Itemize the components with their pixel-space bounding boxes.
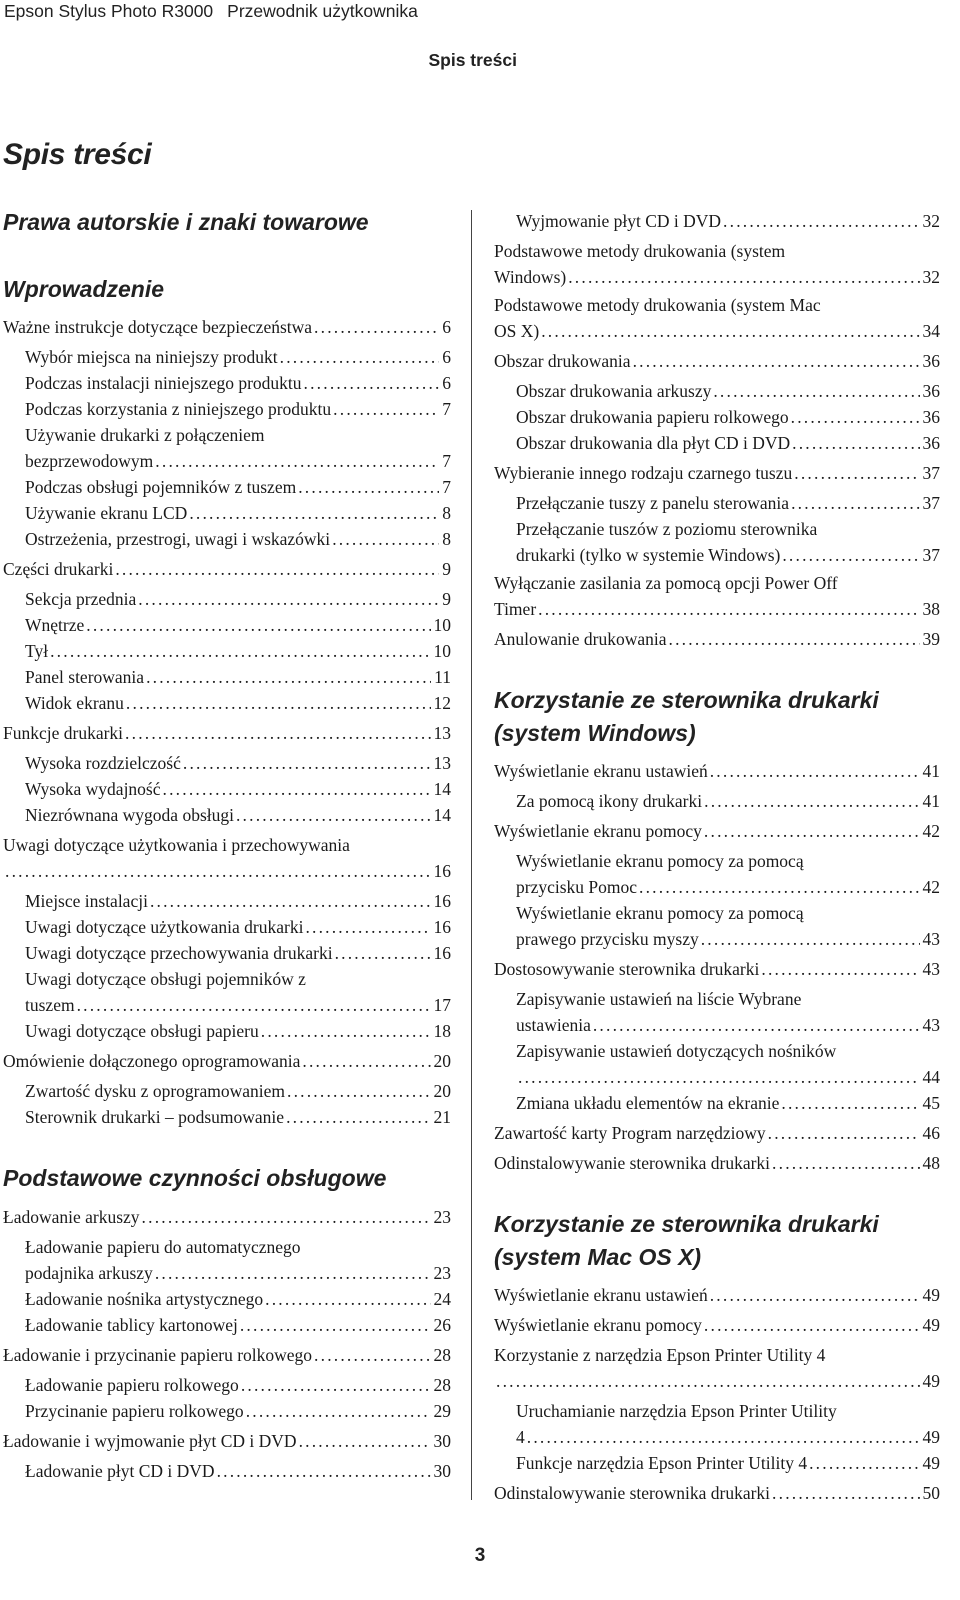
toc-entry[interactable] — [25, 526, 451, 552]
toc-entry[interactable] — [494, 292, 940, 344]
toc-entry-title: Widok ekranu — [25, 693, 124, 713]
toc-entry[interactable] — [25, 500, 451, 526]
dot-leader — [702, 1312, 920, 1338]
dot-leader — [187, 500, 439, 526]
toc-entry[interactable] — [516, 1038, 940, 1090]
toc-page-number: 28 — [433, 1375, 451, 1395]
toc-section-heading: (system Mac OS X) — [494, 1244, 702, 1270]
dot-leader — [637, 874, 919, 900]
toc-entry[interactable] — [494, 626, 940, 652]
column-divider — [471, 210, 472, 1500]
dot-leader — [239, 1372, 431, 1398]
dot-leader — [161, 776, 431, 802]
toc-entry[interactable] — [3, 1342, 451, 1368]
toc-entry-title: Zmiana układu elementów na ekranie — [516, 1093, 780, 1113]
toc-page-number: 32 — [922, 211, 940, 231]
toc-entry-title: Podczas korzystania z niniejszego produktu — [25, 399, 332, 419]
toc-entry[interactable] — [25, 690, 451, 716]
dot-leader — [770, 1150, 919, 1176]
toc-entry-title: Odinstalowywanie sterownika drukarki — [494, 1153, 771, 1173]
dot-leader — [124, 690, 431, 716]
dot-leader — [792, 460, 919, 486]
toc-entry-title: Funkcje drukarki — [3, 723, 124, 743]
toc-page-number: 12 — [433, 693, 451, 713]
toc-entry[interactable] — [25, 1286, 451, 1312]
toc-page-number: 42 — [922, 877, 940, 897]
dot-leader — [536, 596, 919, 622]
toc-entry[interactable] — [25, 396, 451, 422]
toc-page-number: 37 — [922, 545, 940, 565]
toc-entry-title: Obszar drukowania — [494, 351, 631, 371]
toc-entry-title: Ładowanie nośnika artystycznego — [25, 1289, 264, 1309]
toc-page-number: 7 — [442, 451, 451, 471]
toc-entry[interactable] — [516, 430, 940, 456]
toc-entry-title-continued: drukarki (tylko w systemie Windows) — [516, 545, 781, 565]
toc-entry[interactable] — [25, 370, 451, 396]
toc-page-number: 36 — [922, 433, 940, 453]
toc-entry[interactable] — [494, 1480, 940, 1506]
toc-entry-title: Wyświetlanie ekranu pomocy za pomocą — [516, 903, 804, 923]
dot-leader — [238, 1312, 431, 1338]
toc-page-number: 16 — [433, 891, 451, 911]
toc-entry[interactable] — [516, 404, 940, 430]
toc-page-number: 7 — [442, 477, 451, 497]
toc-page-number: 34 — [922, 321, 940, 341]
toc-page-number: 13 — [433, 723, 451, 743]
dot-leader — [770, 1480, 919, 1506]
toc-entry-title-continued: Timer — [494, 599, 537, 619]
toc-entry-title: Zapisywanie ustawień dotyczących nośników — [516, 1041, 837, 1061]
toc-entry-title: Obszar drukowania dla płyt CD i DVD — [516, 433, 791, 453]
toc-entry-title: Przycinanie papieru rolkowego — [25, 1401, 244, 1421]
toc-entry-title-continued: bezprzewodowym — [25, 451, 154, 471]
dot-leader — [708, 758, 920, 784]
toc-entry-title: Obszar drukowania papieru rolkowego — [516, 407, 789, 427]
toc-entry[interactable] — [25, 1398, 451, 1424]
toc-entry-title: Używanie drukarki z połączeniem — [25, 425, 265, 445]
toc-entry-title-continued: tuszem — [25, 995, 75, 1015]
dot-leader — [244, 1398, 431, 1424]
toc-entry[interactable] — [494, 1150, 940, 1176]
toc-entry-title: Uwagi dotyczące użytkowania drukarki — [25, 917, 304, 937]
toc-page-number: 26 — [433, 1315, 451, 1335]
toc-entry[interactable] — [25, 1458, 451, 1484]
dot-leader — [84, 612, 430, 638]
toc-page-number: 13 — [433, 753, 451, 773]
dot-leader — [153, 448, 439, 474]
toc-entry-title: Korzystanie z narzędzia Epson Printer Utility 4 — [494, 1345, 826, 1365]
toc-entry-title: Odinstalowywanie sterownika drukarki — [494, 1483, 771, 1503]
guide-name: Przewodnik użytkownika — [227, 1, 418, 21]
toc-entry[interactable] — [516, 986, 940, 1038]
dot-leader — [591, 1012, 920, 1038]
dot-leader — [302, 370, 440, 396]
dot-leader — [278, 344, 440, 370]
dot-leader — [296, 474, 439, 500]
toc-page-number: 23 — [433, 1263, 451, 1283]
dot-leader — [144, 664, 431, 690]
toc-entry-title-continued: ustawienia — [516, 1015, 591, 1035]
dot-leader — [136, 586, 439, 612]
toc-entry[interactable] — [25, 1312, 451, 1338]
toc-entry[interactable] — [516, 378, 940, 404]
toc-entry[interactable] — [25, 750, 451, 776]
toc-page-number: 46 — [922, 1123, 940, 1143]
dot-leader — [789, 404, 920, 430]
toc-page-number: 36 — [922, 351, 940, 371]
dot-leader — [284, 1104, 430, 1130]
toc-entry-title: Wyświetlanie ekranu ustawień — [494, 1285, 708, 1305]
toc-entry[interactable] — [25, 776, 451, 802]
toc-entry-title: Sterownik drukarki – podsumowanie — [25, 1107, 285, 1127]
toc-entry-title: Uwagi dotyczące obsługi papieru — [25, 1021, 259, 1041]
toc-page-number: 50 — [922, 1483, 940, 1503]
toc-page-number: 6 — [442, 347, 451, 367]
dot-leader — [331, 396, 439, 422]
toc-entry[interactable] — [3, 1428, 451, 1454]
toc-page-number: 42 — [922, 821, 940, 841]
dot-leader — [699, 926, 920, 952]
toc-entry-title: Ładowanie płyt CD i DVD — [25, 1461, 215, 1481]
running-header — [4, 1, 418, 22]
toc-entry-title: Zawartość karty Program narzędziowy — [494, 1123, 766, 1143]
toc-entry[interactable] — [25, 802, 451, 828]
toc-entry-title: Części drukarki — [3, 559, 114, 579]
toc-page-number: 21 — [433, 1107, 451, 1127]
toc-entry[interactable] — [25, 638, 451, 664]
toc-entry-title: Wybieranie innego rodzaju czarnego tuszu — [494, 463, 793, 483]
dot-leader — [285, 1078, 431, 1104]
toc-page-number: 41 — [922, 761, 940, 781]
toc-entry-title: Używanie ekranu LCD — [25, 503, 188, 523]
dot-leader — [631, 348, 920, 374]
toc-entry[interactable] — [494, 1282, 940, 1308]
dot-leader — [3, 858, 431, 884]
dot-leader — [300, 1048, 430, 1074]
toc-page-number: 49 — [922, 1315, 940, 1335]
toc-entry-title: Panel sterowania — [25, 667, 145, 687]
toc-entry-title: Ładowanie papieru do automatycznego — [25, 1237, 301, 1257]
toc-entry-title: Ostrzeżenia, przestrogi, uwagi i wskazówki — [25, 529, 331, 549]
toc-entry[interactable] — [516, 516, 940, 568]
toc-entry-title: Ładowanie i wyjmowanie płyt CD i DVD — [3, 1431, 297, 1451]
toc-entry-title: Wyświetlanie ekranu ustawień — [494, 761, 708, 781]
toc-entry[interactable] — [3, 1048, 451, 1074]
toc-entry[interactable] — [3, 832, 451, 884]
toc-entry[interactable] — [3, 556, 451, 582]
toc-entry[interactable] — [25, 914, 451, 940]
toc-entry[interactable] — [25, 664, 451, 690]
toc-entry[interactable] — [516, 208, 940, 234]
toc-entry-title: Ważne instrukcje dotyczące bezpieczeństwa — [3, 317, 313, 337]
toc-entry-title: Zwartość dysku z oprogramowaniem — [25, 1081, 285, 1101]
dot-leader — [297, 1428, 431, 1454]
product-name: Epson Stylus Photo R3000 — [4, 1, 214, 21]
dot-leader — [330, 526, 439, 552]
toc-entry[interactable] — [494, 348, 940, 374]
toc-entry[interactable] — [25, 474, 451, 500]
toc-entry[interactable] — [25, 586, 451, 612]
toc-entry[interactable] — [494, 238, 940, 290]
toc-entry-title: Niezrównana wygoda obsługi — [25, 805, 234, 825]
toc-entry[interactable] — [516, 788, 940, 814]
toc-page-number: 28 — [433, 1345, 451, 1365]
toc-entry[interactable] — [494, 956, 940, 982]
toc-page-number: 44 — [922, 1067, 940, 1087]
dot-leader — [153, 1260, 431, 1286]
toc-page-number: 36 — [922, 407, 940, 427]
toc-entry[interactable] — [516, 490, 940, 516]
dot-leader — [702, 788, 919, 814]
toc-entry-title-continued: podajnika arkuszy — [25, 1263, 153, 1283]
toc-section-heading: Wprowadzenie — [3, 276, 165, 302]
dot-leader — [259, 1018, 431, 1044]
dot-leader — [234, 802, 431, 828]
toc-entry-title: Tył — [25, 641, 49, 661]
toc-entry[interactable] — [516, 1398, 940, 1450]
toc-entry[interactable] — [516, 1090, 940, 1116]
toc-entry[interactable] — [3, 720, 451, 746]
toc-entry[interactable] — [494, 1120, 940, 1146]
toc-entry-title: Ładowanie papieru rolkowego — [25, 1375, 239, 1395]
dot-leader — [539, 318, 919, 344]
toc-section-heading: Korzystanie ze sterownika drukarki — [494, 1211, 879, 1237]
dot-leader — [525, 1424, 920, 1450]
dot-leader — [263, 1286, 430, 1312]
toc-entry[interactable] — [3, 314, 451, 340]
toc-entry-title: Funkcje narzędzia Epson Printer Utility 4 — [516, 1453, 808, 1473]
toc-entry-title-continued: przycisku Pomoc — [516, 877, 638, 897]
toc-entry-title: Miejsce instalacji — [25, 891, 148, 911]
toc-entry-title: Sekcja przednia — [25, 589, 137, 609]
toc-entry-title: Za pomocą ikony drukarki — [516, 791, 703, 811]
toc-page-number: 20 — [433, 1081, 451, 1101]
toc-section-heading: Prawa autorskie i znaki towarowe — [3, 209, 369, 235]
toc-entry[interactable] — [25, 1104, 451, 1130]
toc-page-number: 6 — [442, 373, 451, 393]
toc-page-number: 7 — [442, 399, 451, 419]
toc-page-number: 32 — [922, 267, 940, 287]
toc-entry-title-continued: OS X) — [494, 321, 540, 341]
toc-page-number: 18 — [433, 1021, 451, 1041]
toc-entry[interactable] — [25, 1078, 451, 1104]
toc-entry[interactable] — [516, 900, 940, 952]
toc-page-number: 41 — [922, 791, 940, 811]
toc-entry-title: Obszar drukowania arkuszy — [516, 381, 712, 401]
toc-entry[interactable] — [25, 1234, 451, 1286]
dot-leader — [807, 1450, 919, 1476]
dot-leader — [303, 914, 430, 940]
toc-entry-title: Anulowanie drukowania — [494, 629, 667, 649]
dot-leader — [75, 992, 431, 1018]
toc-page-number: 6 — [442, 317, 451, 337]
toc-page-number: 49 — [922, 1285, 940, 1305]
dot-leader — [312, 314, 439, 340]
dot-leader — [790, 430, 919, 456]
toc-page-number: 9 — [442, 589, 451, 609]
toc-entry-title: Podczas obsługi pojemników z tuszem — [25, 477, 297, 497]
dot-leader — [789, 490, 919, 516]
toc-entry-title: Wyświetlanie ekranu pomocy — [494, 821, 702, 841]
toc-page-number: 10 — [433, 615, 451, 635]
toc-page-number: 14 — [433, 805, 451, 825]
toc-entry-title: Uwagi dotyczące użytkowania i przechowywania — [3, 835, 350, 855]
toc-page-number: 30 — [433, 1431, 451, 1451]
toc-page-number: 16 — [433, 917, 451, 937]
toc-page-number: 49 — [922, 1371, 940, 1391]
toc-page-number: 39 — [922, 629, 940, 649]
toc-section-heading: Podstawowe czynności obsługowe — [3, 1165, 387, 1191]
toc-entry-title: Dostosowywanie sterownika drukarki — [494, 959, 760, 979]
toc-page-number: 36 — [922, 381, 940, 401]
toc-section-heading: (system Windows) — [494, 720, 696, 746]
toc-entry-title: Wyświetlanie ekranu pomocy — [494, 1315, 702, 1335]
toc-page-number: 37 — [922, 463, 940, 483]
toc-section-heading: Korzystanie ze sterownika drukarki — [494, 687, 879, 713]
toc-page-number: 10 — [433, 641, 451, 661]
toc-entry[interactable] — [494, 460, 940, 486]
toc-entry-title: Przełączanie tuszy z panelu sterowania — [516, 493, 790, 513]
dot-leader — [759, 956, 919, 982]
dot-leader — [312, 1342, 430, 1368]
toc-page-number: 11 — [434, 667, 451, 687]
toc-page-number: 29 — [433, 1401, 451, 1421]
toc-entry-title: Przełączanie tuszów z poziomu sterownika — [516, 519, 818, 539]
dot-leader — [667, 626, 920, 652]
page-number: 3 — [474, 1545, 486, 1566]
dot-leader — [516, 1064, 920, 1090]
dot-leader — [123, 720, 430, 746]
dot-leader — [702, 818, 920, 844]
toc-page-number: 8 — [442, 503, 451, 523]
dot-leader — [494, 1368, 920, 1394]
toc-entry[interactable] — [3, 1204, 451, 1230]
toc-entry-title: Ładowanie i przycinanie papieru rolkowego — [3, 1345, 313, 1365]
toc-entry-title: Uruchamianie narzędzia Epson Printer Utility — [516, 1401, 837, 1421]
toc-page-number: 9 — [442, 559, 451, 579]
toc-entry-title: Podczas instalacji niniejszego produktu — [25, 373, 302, 393]
dot-leader — [48, 638, 430, 664]
dot-leader — [148, 888, 431, 914]
toc-entry-title: Wyświetlanie ekranu pomocy za pomocą — [516, 851, 804, 871]
toc-entry-title: Wnętrze — [25, 615, 85, 635]
toc-entry-title: Podstawowe metody drukowania (system — [494, 241, 786, 261]
toc-page-number: 14 — [433, 779, 451, 799]
toc-page-number: 38 — [922, 599, 940, 619]
toc-page-number: 49 — [922, 1427, 940, 1447]
toc-entry-title: Wybór miejsca na niniejszy produkt — [25, 347, 278, 367]
toc-entry[interactable] — [494, 818, 940, 844]
toc-entry-title: Omówienie dołączonego oprogramowania — [3, 1051, 301, 1071]
toc-entry-title: Ładowanie arkuszy — [3, 1207, 140, 1227]
dot-leader — [780, 542, 919, 568]
toc-entry-title-continued: 4 — [516, 1427, 525, 1447]
toc-entry-title: Uwagi dotyczące przechowywania drukarki — [25, 943, 333, 963]
toc-entry[interactable] — [494, 1312, 940, 1338]
dot-leader — [333, 940, 431, 966]
toc-page-number: 20 — [433, 1051, 451, 1071]
dot-leader — [708, 1282, 920, 1308]
page-title: Spis treści — [3, 138, 152, 171]
toc-entry[interactable] — [516, 1450, 940, 1476]
toc-page-number: 43 — [922, 929, 940, 949]
toc-entry[interactable] — [494, 570, 940, 622]
dot-leader — [711, 378, 919, 404]
toc-entry-title: Ładowanie tablicy kartonowej — [25, 1315, 238, 1335]
toc-entry[interactable] — [25, 1372, 451, 1398]
toc-page-number: 43 — [922, 959, 940, 979]
toc-entry-title-continued: prawego przycisku myszy — [516, 929, 699, 949]
toc-entry[interactable] — [25, 422, 451, 474]
toc-entry[interactable] — [516, 848, 940, 900]
toc-entry[interactable] — [25, 1018, 451, 1044]
toc-entry[interactable] — [25, 940, 451, 966]
toc-entry[interactable] — [494, 1342, 940, 1394]
toc-entry-title: Wysoka wydajność — [25, 779, 161, 799]
toc-entry-title: Podstawowe metody drukowania (system Mac — [494, 295, 821, 315]
toc-entry[interactable] — [494, 758, 940, 784]
toc-page-number: 30 — [433, 1461, 451, 1481]
toc-page-number: 23 — [433, 1207, 451, 1227]
toc-entry-title: Uwagi dotyczące obsługi pojemników z — [25, 969, 306, 989]
toc-entry-title: Wysoka rozdzielczość — [25, 753, 181, 773]
dot-leader — [113, 556, 439, 582]
toc-entry-title: Wyłączanie zasilania za pomocą opcji Power Off — [494, 573, 838, 593]
toc-page-number: 49 — [922, 1453, 940, 1473]
toc-entry-title-continued: Windows) — [494, 267, 567, 287]
dot-leader — [766, 1120, 920, 1146]
toc-entry-title: Zapisywanie ustawień na liście Wybrane — [516, 989, 802, 1009]
toc-page-number: 37 — [922, 493, 940, 513]
dot-leader — [779, 1090, 919, 1116]
toc-page-number: 48 — [922, 1153, 940, 1173]
toc-page-number: 24 — [433, 1289, 451, 1309]
dot-leader — [566, 264, 919, 290]
toc-entry[interactable] — [25, 888, 451, 914]
toc-page-number: 43 — [922, 1015, 940, 1035]
dot-leader — [215, 1458, 431, 1484]
running-section-title: Spis treści — [428, 50, 517, 70]
toc-entry[interactable] — [25, 966, 451, 1018]
toc-page-number: 16 — [433, 861, 451, 881]
toc-entry-title: Wyjmowanie płyt CD i DVD — [516, 211, 722, 231]
dot-leader — [721, 208, 919, 234]
toc-page-number: 45 — [922, 1093, 940, 1113]
toc-page-number: 8 — [442, 529, 451, 549]
toc-page-number: 17 — [433, 995, 451, 1015]
toc-entry[interactable] — [25, 612, 451, 638]
toc-entry[interactable] — [25, 344, 451, 370]
toc-page-number: 16 — [433, 943, 451, 963]
dot-leader — [181, 750, 431, 776]
dot-leader — [140, 1204, 431, 1230]
